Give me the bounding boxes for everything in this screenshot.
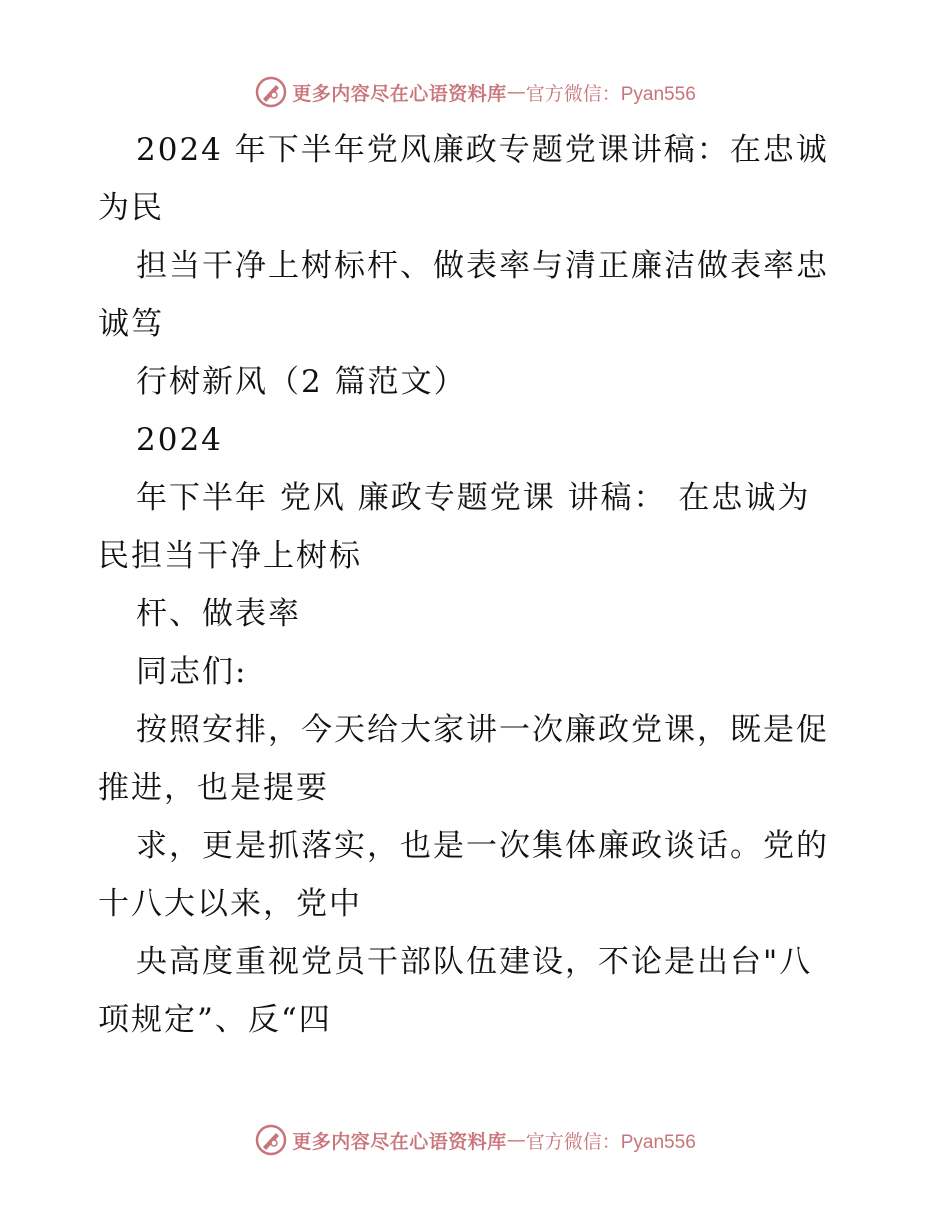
header-dash: — xyxy=(506,81,526,103)
document-body xyxy=(98,121,854,1049)
footer-site-name: 更多内容尽在心语资料库 xyxy=(292,1130,507,1153)
body-line: 项规定”、反“四 xyxy=(98,1002,332,1038)
body-line: 诚笃 xyxy=(98,306,164,342)
body-line: 行树新风（2 篇范文） xyxy=(136,364,467,400)
header-site-name: 更多内容尽在心语资料库 xyxy=(292,82,507,105)
body-line: 同志们: xyxy=(136,654,248,690)
body-line: 担当干净上树标杆、做表率与清正廉洁做表率忠 xyxy=(136,248,829,284)
body-line: 十八大以来，党中 xyxy=(98,886,362,922)
body-line: 求，更是抓落实，也是一次集体廉政谈话。党的 xyxy=(136,828,829,864)
footer-wechat-handle: 官方微信：Pyan556 xyxy=(525,1131,696,1153)
footer-banner xyxy=(0,1120,950,1160)
body-line: 2024 xyxy=(136,422,223,458)
footer-dash: — xyxy=(506,1129,526,1151)
body-line: 民担当干净上树标 xyxy=(98,538,362,574)
body-line: 杆、做表率 xyxy=(136,596,301,632)
body-line: 年下半年 党风 廉政专题党课 讲稿： 在忠诚为 xyxy=(136,480,811,516)
seal-logo-icon xyxy=(254,75,288,109)
body-line: 为民 xyxy=(98,190,164,226)
body-line: 央高度重视党员干部队伍建设，不论是出台"八 xyxy=(136,944,813,980)
body-line: 推进，也是提要 xyxy=(98,770,329,806)
header-wechat-handle: 官方微信：Pyan556 xyxy=(525,83,696,105)
header-banner xyxy=(0,72,950,112)
body-line: 按照安排，今天给大家讲一次廉政党课，既是促 xyxy=(136,712,829,748)
body-line: 2024 年下半年党风廉政专题党课讲稿：在忠诚 xyxy=(136,132,829,168)
seal-logo-icon xyxy=(254,1123,288,1157)
